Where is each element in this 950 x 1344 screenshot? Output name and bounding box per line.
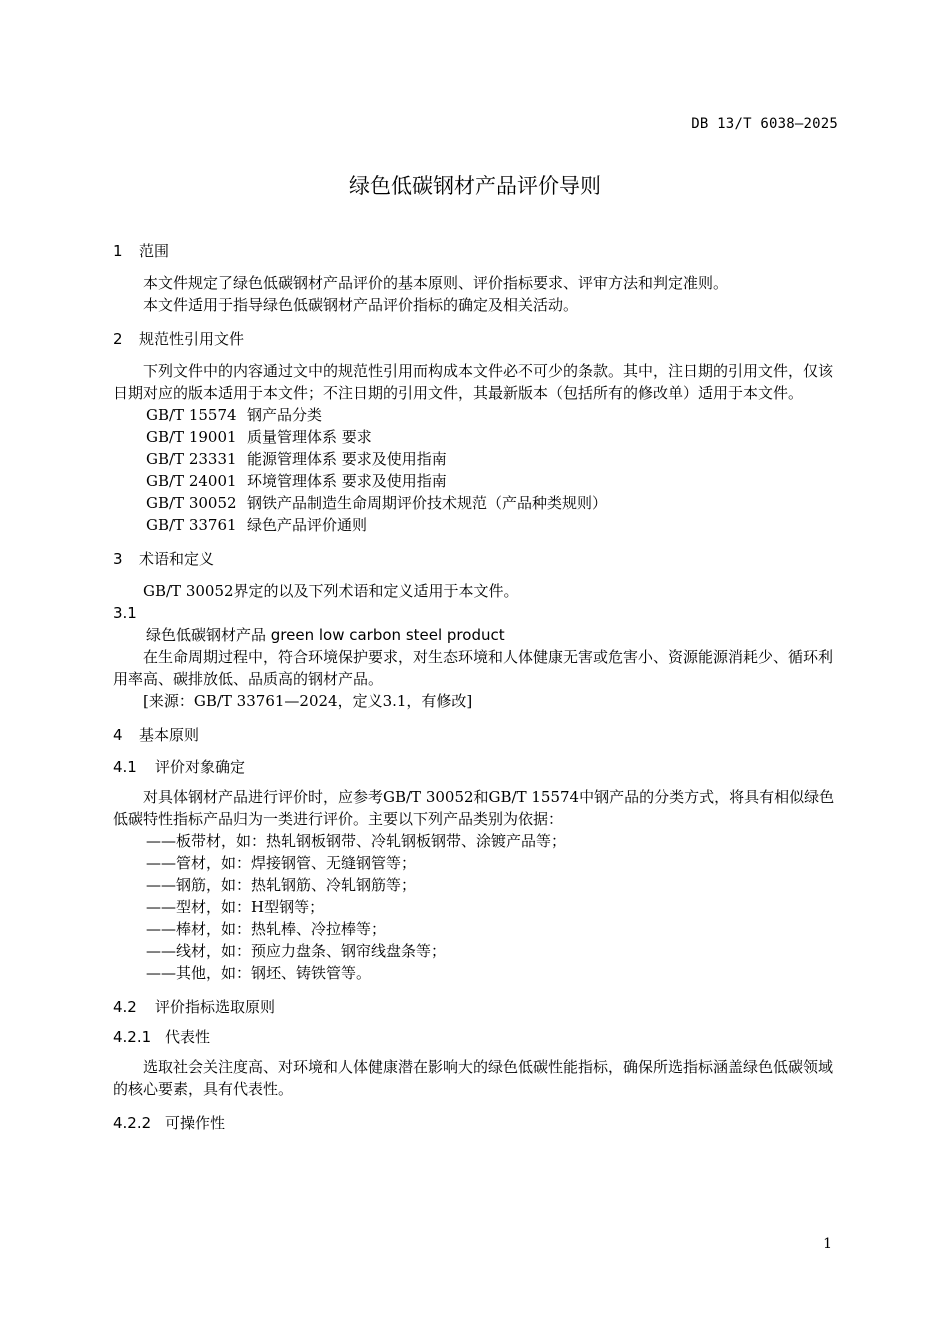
term-definition: 在生命周期过程中，符合环境保护要求，对生态环境和人体健康无害或危害小、资源能源消耗少、循环利用率高、碳排放低、品质高的钢材产品。 <box>113 648 834 688</box>
page-number: 1 <box>823 1236 832 1252</box>
reference-item <box>113 470 838 492</box>
section-title: 基本原则 <box>139 726 200 744</box>
reference-code: GB/T 19001 <box>146 428 237 446</box>
term-name: 绿色低碳钢材产品 green low carbon steel product <box>146 626 505 644</box>
reference-code: GB/T 15574 <box>146 406 237 424</box>
document-code: DB 13/T 6038—2025 <box>691 116 838 132</box>
section-title: 可操作性 <box>165 1114 226 1132</box>
section-title: 规范性引用文件 <box>139 330 245 348</box>
section-2-body <box>113 360 838 536</box>
term-source: [来源：GB/T 33761—2024，定义3.1，有修改] <box>143 692 473 710</box>
paragraph: 下列文件中的内容通过文中的规范性引用而构成本文件必不可少的条款。其中，注日期的引用文件，仅该日期对应的版本适用于本文件；不注日期的引用文件，其最新版本（包括所有的修改单）适用于本文件。 <box>113 362 834 402</box>
reference-item <box>113 492 838 514</box>
paragraph: 选取社会关注度高、对环境和人体健康潜在影响大的绿色低碳性能指标，确保所选指标涵盖绿色低碳领域的核心要素，具有代表性。 <box>113 1058 834 1098</box>
paragraph: GB/T 30052界定的以及下列术语和定义适用于本文件。 <box>143 582 519 600</box>
section-title: 代表性 <box>165 1028 211 1046</box>
list-item: ——棒材，如：热轧棒、冷拉棒等； <box>146 920 387 938</box>
section-4-1-body <box>113 786 838 984</box>
section-title: 术语和定义 <box>139 550 215 568</box>
section-1-heading <box>113 240 838 262</box>
section-title: 评价指标选取原则 <box>155 998 276 1016</box>
paragraph: 本文件适用于指导绿色低碳钢材产品评价指标的确定及相关活动。 <box>143 296 579 314</box>
section-number: 1 <box>113 242 123 260</box>
reference-item <box>113 448 838 470</box>
reference-name: 质量管理体系 要求 <box>247 428 372 446</box>
section-number: 4.2 <box>113 998 137 1016</box>
section-4-2-2-heading <box>113 1112 838 1134</box>
reference-code: GB/T 33761 <box>146 516 237 534</box>
section-title: 范围 <box>139 242 170 260</box>
document-title: 绿色低碳钢材产品评价导则 <box>349 174 601 198</box>
section-4-2-1-heading <box>113 1026 838 1048</box>
section-4-heading <box>113 724 838 746</box>
reference-name: 环境管理体系 要求及使用指南 <box>247 472 447 490</box>
reference-item <box>113 404 838 426</box>
section-2-heading <box>113 328 838 350</box>
section-number: 4.2.2 <box>113 1114 152 1132</box>
section-number: 4.2.1 <box>113 1028 152 1046</box>
reference-name: 钢产品分类 <box>247 406 323 424</box>
section-3-body <box>113 580 838 712</box>
section-number: 4 <box>113 726 123 744</box>
list-item: ——型材，如：H型钢等； <box>146 898 325 916</box>
list-item: ——板带材，如：热轧钢板钢带、冷轧钢板钢带、涂镀产品等； <box>146 832 567 850</box>
section-4-2-1-body <box>113 1056 838 1100</box>
section-title: 评价对象确定 <box>155 758 246 776</box>
reference-code: GB/T 23331 <box>146 450 237 468</box>
document-body <box>113 240 838 1142</box>
section-3-heading <box>113 548 838 570</box>
term-number: 3.1 <box>113 604 137 622</box>
section-4-1-heading <box>113 756 838 778</box>
list-item: ——其他，如：钢坯、铸铁管等。 <box>146 964 372 982</box>
section-number: 4.1 <box>113 758 137 776</box>
paragraph: 本文件规定了绿色低碳钢材产品评价的基本原则、评价指标要求、评审方法和判定准则。 <box>143 274 729 292</box>
reference-name: 钢铁产品制造生命周期评价技术规范（产品种类规则） <box>247 494 608 512</box>
paragraph: 对具体钢材产品进行评价时，应参考GB/T 30052和GB/T 15574中钢产品的分类方式，将具有相似绿色低碳特性指标产品归为一类进行评价。主要以下列产品类别为依据： <box>113 788 835 828</box>
section-1-body <box>113 272 838 316</box>
reference-name: 绿色产品评价通则 <box>247 516 368 534</box>
list-item: ——钢筋，如：热轧钢筋、冷轧钢筋等； <box>146 876 417 894</box>
section-number: 3 <box>113 550 123 568</box>
list-item: ——管材，如：焊接钢管、无缝钢管等； <box>146 854 417 872</box>
reference-name: 能源管理体系 要求及使用指南 <box>247 450 447 468</box>
reference-code: GB/T 30052 <box>146 494 237 512</box>
section-4-2-heading <box>113 996 838 1018</box>
reference-item <box>113 426 838 448</box>
reference-item <box>113 514 838 536</box>
reference-code: GB/T 24001 <box>146 472 237 490</box>
list-item: ——线材，如：预应力盘条、钢帘线盘条等； <box>146 942 447 960</box>
section-number: 2 <box>113 330 123 348</box>
